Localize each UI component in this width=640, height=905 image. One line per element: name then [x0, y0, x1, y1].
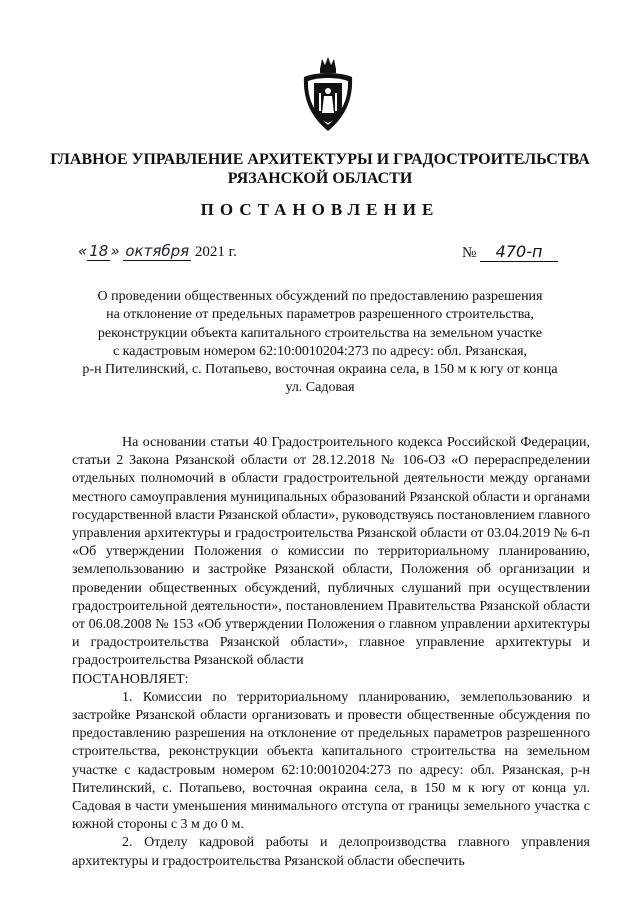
- date-month: октября: [125, 242, 190, 260]
- number-label: №: [462, 245, 477, 261]
- document-type: ПОСТАНОВЛЕНИЕ: [200, 200, 440, 219]
- coat-of-arms-icon: [298, 55, 358, 135]
- preamble-paragraph: На основании статьи 40 Градостроительного кодекса Российской Федерации, статьи 2 Закона Рязанской области от 28.12.2018 № 106-ОЗ «О перераспределении отдельных полномочий в области градостроительной деятельности между органами местного самоуправления муниципальных образований Рязанской области и органами государственной власти Рязанской области», руководствуясь постановлением главного управления архитектуры и градостроительства Рязанской области от 03.04.2019 № 6-п «Об утверждении Положения о комиссии по территориальному планированию, землепользованию и застройке Рязанской области, Положения об организации и проведении общественных обсуждений, публичных слушаний при осуществлении градостроительной деятельности», постановлением Правительства Рязанской области от 06.08.2008 № 153 «Об утверждении Положения о главном управлении архитектуры и градостроительства Рязанской области», главное управление архитектуры и градостроительства Рязанской области: [72, 435, 591, 669]
- subject-line: О проведении общественных обсуждений по предоставлению разрешения: [97, 289, 543, 304]
- subject-line: с кадастровым номером 62:10:0010204:273 по адресу: обл. Рязанская,: [112, 343, 528, 359]
- resolve-heading: ПОСТАНОВЛЯЕТ:: [72, 671, 189, 687]
- number-value: 470-п: [480, 242, 558, 262]
- document-date: [78, 242, 237, 261]
- subject-line: ул. Садовая: [285, 380, 355, 396]
- agency-line-2: РЯЗАНСКОЙ ОБЛАСТИ: [227, 170, 413, 187]
- date-open-quote: «: [78, 242, 88, 260]
- date-day: 18: [89, 242, 109, 260]
- date-close-quote: »: [110, 242, 120, 260]
- subject-line: р-н Пителинский, с. Потапьево, восточная окраина села, в 150 м к югу от конца: [82, 362, 558, 378]
- document-number: [462, 242, 558, 262]
- subject-line: на отклонение от предельных параметров разрешенного строительства,: [106, 307, 534, 323]
- document-body: [72, 434, 590, 871]
- item-1-paragraph: 1. Комиссии по территориальному планированию, землепользованию и застройке Рязанской области организовать и провести общественные обсуждения по предоставлению разрешения на отклонение от предельных параметров разрешенного строительства, реконструкции объекта капитального строительства на земельном участке с кадастровым номером 62:10:0010204:273 по адресу: обл. Рязанская, р-н Пителинский, с. Потапьево, восточная окраина села, в 150 м к югу от конца ул. Садовая в части уменьшения минимального отступа от границы земельного участка с южной стороны с 3 м до 0 м.: [72, 689, 590, 833]
- document-subject: [70, 288, 570, 398]
- item-2-paragraph: 2. Отделу кадровой работы и делопроизводства главного управления архитектуры и градостроительства Рязанской области обеспечить: [72, 835, 590, 869]
- agency-line-1: ГЛАВНОЕ УПРАВЛЕНИЕ АРХИТЕКТУРЫ И ГРАДОСТРОИТЕЛЬСТВА: [50, 151, 590, 168]
- date-year: 2021 г.: [194, 244, 237, 260]
- agency-name: [40, 150, 600, 188]
- subject-line: реконструкции объекта капитального строительства на земельном участке: [97, 325, 543, 341]
